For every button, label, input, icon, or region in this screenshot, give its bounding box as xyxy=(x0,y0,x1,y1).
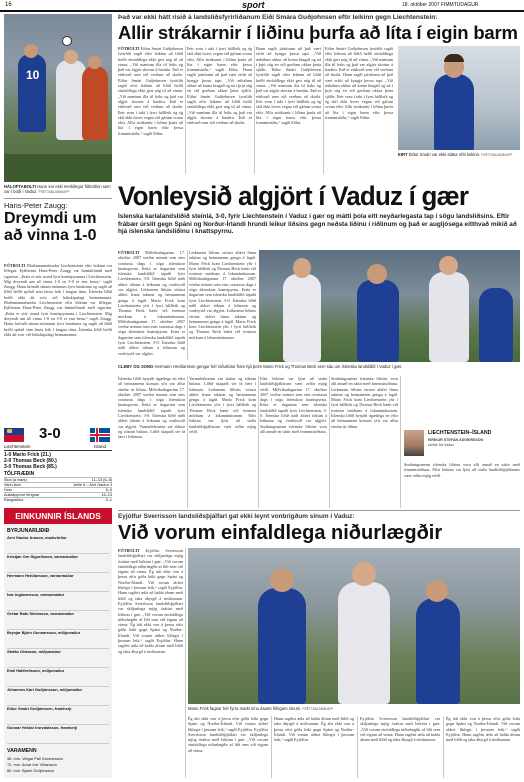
sidebar-body: FÓTBOLTI Blaðamannafundur Liechtenstein eftir leikinn var líflegur. Þjálfarinn Hans-Peter Zaugg var himinlifandi með sigurinn. „Þetta er stór stund fyrir knattspyrnuna í Liechtenstein. Mig dreymdi um að vinna 1-0 en 3-0 er enn betra,“ sagði Zaugg. Hann hrósaði sínum mönnum fyrir baráttuna og sagði að liðið hefði spilað sinn besta leik í langan tíma. Íslenska liðið hefði ekki átt svör við leikskipulagi heimamanna. Blaðamannafundur Liechtenstein eftir leikinn var líflegur. Þjálfarinn Hans-Peter Zaugg var himinlifandi með sigurinn. „Þetta er stór stund fyrir knattspyrnuna í Liechtenstein. Mig dreymdi um að vinna 1-0 en 3-0 er enn betra,“ sagði Zaugg. Hann hrósaði sínum mönnum fyrir baráttuna og sagði að liðið hefði spilað sinn besta leik í langan tíma. Íslenska liðið hefði ekki átt svör við leikskipulagi heimamanna. xyxy=(4,263,112,337)
stats-title: TÖLFRÆÐIN xyxy=(4,471,35,477)
main-lower-col1: Íslenska liðið byrjaði ágætlega en eftir að heimamenn komust yfir var allur vindur úr liðinu. Miðvikudagurinn 17. október 2007 verður minnst sem eins svartasta dags í sögu íslenskrar knattspyrnu. Þetta er dagurinn sem íslenska landsliðið tapaði fyrir Liechtenstein, 3-0. Íslenska liðið náði aldrei tökum á leiknum og vonleysið var algjört. Varnarleikurinn var slakur og sóknin bitlaus. Liðið skapaði sér fá færi í leiknum. xyxy=(118,376,185,440)
left-photo xyxy=(4,14,112,182)
player-figure xyxy=(82,66,108,140)
ball-icon xyxy=(62,36,72,46)
away-team-label: Ísland xyxy=(94,444,107,449)
bottom-col3: Hann sagðist ætla að halda áfram með liðið og taka ábyrgð á úrslitunum. Ég átti ekki von á þessu eftir góða leiki gegn Spáni og Norður-Írlandi. Við vorum aldrei líklegir í þessum leik,“ sagði Eyjólfur. xyxy=(274,716,354,743)
bottom-article-headline: Við vorum einfaldlega niðurlægðir xyxy=(118,522,443,544)
main-col2: Leikmenn liðsins virtust aldrei finna taktinn og heimamenn gengu á lagið. Mario Frick kom Liechtenstein yfir í fyrri hálfleik og Thomas Beck bætti við tveimur mörkum á lokamínútunum. Miðvikudagurinn 17. október 2007 verður minnst sem eins svartasta dags í sögu íslenskrar knattspyrnu. Þetta er dagurinn sem íslenska landsliðið tapaði fyrir Liechtenstein, 3-0. Íslenska liðið náði aldrei tökum á leiknum og vonleysið var algjört. Leikmenn liðsins virtust aldrei finna taktinn og heimamenn gengu á lagið. Mario Frick kom Liechtenstein yfir í fyrri hálfleik og Thomas Beck bætti við tveimur mörkum á lokamínútunum. xyxy=(189,250,256,340)
author-name: EIRÍKUR STEFÁN ÁSGEIRSSON xyxy=(428,438,484,442)
main-photo xyxy=(259,250,520,362)
liechtenstein-flag-icon xyxy=(4,428,24,442)
home-team-label: Liechtenstein xyxy=(4,444,31,449)
author-avatar xyxy=(404,430,424,456)
author-badge xyxy=(404,430,520,460)
player-figure xyxy=(283,274,321,362)
stats-row: Rangstöður 5–1 xyxy=(4,498,112,502)
rating-row: Gunnar Heiðar Þorvaldsson, framherji xyxy=(7,726,109,744)
bottom-col2: Ég átti ekki von á þessu eftir góða leiki gegn Spáni og Norður-Írlandi. Við vorum aldrei líklegir í þessum leik,“ sagði Eyjólfur. Eyjólfur Sverrisson landsliðsþjálfari var skiljanlega mjög ósáttur með leikinn í gær. „Við vorum einfaldlega niðurlægðir af liði sem við eigum að vinna. xyxy=(188,716,268,753)
player-figure xyxy=(270,568,294,592)
iceland-flag-icon xyxy=(90,428,110,442)
goal-line: 3-0 Thomas Beck (85.) xyxy=(4,464,57,470)
section-label: sport xyxy=(242,0,265,10)
top-right-photo-caption: EIRT Eiður Smári var ekki sáttur eftir leikinn. FRÉTTABLAÐIÐ/AFP xyxy=(398,152,513,157)
player-figure xyxy=(429,272,469,362)
scoreboard xyxy=(4,422,112,502)
jersey-number: 10 xyxy=(26,68,40,82)
bottom-col5: Ég átti ekki von á þessu eftir góða leiki gegn Spáni og Norður-Írlandi. Við vorum aldrei líklegir í þessum leik,“ sagði Eyjólfur. Hann sagðist ætla að halda áfram með liðið og taka ábyrgð á úrslitunum. xyxy=(446,716,520,743)
sub-row: 46. mín. Veigar Páll Gunnarsson xyxy=(7,756,64,761)
stats-row: Varin skot Jehle 6 – Árni Gautur 3 xyxy=(4,483,112,487)
rating-row: Kristján Örn Sigurðsson, varnarmaður xyxy=(7,555,109,573)
player-figure xyxy=(357,280,399,362)
bottom-photo xyxy=(188,548,520,704)
main-photo-caption: CLEBY OG SONG Hermann Hreiðarsson gengur hér niðurlútur fram hjá þeim Mario Frick og Thomas Beck sem sáu um íslenska landsliðið í Vaduz í gær. xyxy=(118,364,403,369)
top-article-col1: FÓTBOLTI Eiður Smári Guðjohnsen fyrirliði sagði eftir leikinn að liðið hefði einfaldlega ekki gert nóg til að vinna. „Við mættum illa til leiks og það var algjör skortur á baráttu. Það er eitthvað sem við verðum að skoða. Eiður Smári Guðjohnsen fyrirliði sagði eftir leikinn að liðið hefði einfaldlega ekki gert nóg til að vinna. „Við mættum illa til leiks og það var algjör skortur á baráttu. Það er eitthvað sem við verðum að skoða. Þeir voru í takt í fyrri hálfleik og ég skil ekki hvers vegna við gáfum svona eftir. Allir strákarnir í liðinu þurfa að líta í eigin barm eftir þessa frammistöðu,“ sagði Eiður. xyxy=(118,46,183,136)
ratings-box xyxy=(4,508,112,778)
top-article-deck: Það var ekki hátt risið á landsliðsfyrirliðanum Eiði Smára Guðjohnsen eftir leikinn gegn Liechtenstein: xyxy=(118,14,438,21)
player-figure xyxy=(64,50,78,64)
player-figure xyxy=(88,56,101,69)
player-figure xyxy=(24,44,38,58)
player-figure xyxy=(367,264,387,284)
main-lower-col2: Varnarleikurinn var slakur og sóknin bitlaus. Liðið skapaði sér fá færi í leiknum. Leikmenn liðsins virtust aldrei finna taktinn og heimamenn gengu á lagið. Mario Frick kom Liechtenstein yfir í fyrri hálfleik og Thomas Beck bætti við tveimur mörkum á lokamínútunum. Eftir leikinn var ljóst að staða landsliðsþjálfarans væri orðin mjög erfið. xyxy=(189,376,256,434)
ratings-subtitle: BYRJUNARLIÐIÐ xyxy=(7,528,50,534)
bottom-col1: FÓTBOLTI Eyjólfur Sverrisson landsliðsþjálfari var skiljanlega mjög ósáttur með leikinn í gær. „Við vorum einfaldlega niðurlægðir af liði sem við eigum að vinna. Ég átti ekki von á þessu eftir góða leiki gegn Spáni og Norður-Írlandi. Við vorum aldrei líklegir í þessum leik,“ sagði Eyjólfur. Hann sagðist ætla að halda áfram með liðið og taka ábyrgð á úrslitunum. Eyjólfur Sverrisson landsliðsþjálfari var skiljanlega mjög ósáttur með leikinn í gær. „Við vorum einfaldlega niðurlægðir af liði sem við eigum að vinna. Ég átti ekki von á þessu eftir góða leiki gegn Spáni og Norður-Írlandi. Við vorum aldrei líklegir í þessum leik,“ sagði Eyjólfur. Hann sagðist ætla að halda áfram með liðið og taka ábyrgð á úrslitunum. xyxy=(118,548,183,654)
top-article-col2: Þeir voru í takt í fyrri hálfleik og ég skil ekki hvers vegna við gáfum svona eftir. Allir strákarnir í liðinu þurfa að líta í eigin barm eftir þessa frammistöðu,“ sagði Eiður. Hann sagði jafnframt að það væri erfitt að kyngja þessu tapi. „Við ætluðum okkur að koma hingað og ná í þrjú stig en við gerðum okkur þetta sjálfir. Eiður Smári Guðjohnsen fyrirliði sagði eftir leikinn að liðið hefði einfaldlega ekki gert nóg til að vinna. „Við mættum illa til leiks og það var algjör skortur á baráttu. Það er eitthvað sem við verðum að skoða. xyxy=(187,46,252,126)
player-figure xyxy=(426,580,448,602)
ratings-title: EINKUNNIR ÍSLANDS xyxy=(4,508,112,524)
player-figure xyxy=(479,288,513,362)
rating-row: Brynjar Björn Gunnarsson, miðjumaður xyxy=(7,631,109,649)
rating-row: Jóhannes Karl Guðjónsson, miðjumaður xyxy=(7,688,109,706)
sub-row: 72. mín. Arnar Þór Viðarsson xyxy=(7,762,57,767)
player-figure xyxy=(439,256,458,275)
sidebar-author: Hans-Peter Zaugg: xyxy=(4,201,68,210)
bottom-photo-caption: Mario Frick fagnar hér fyrra marki sínu ásamt félögum sínum. FRÉTTABLAÐIÐ/AFP xyxy=(188,706,334,711)
goal-line: 1-0 Mario Frick (21.) xyxy=(4,452,51,458)
top-article-col4: Eiður Smári Guðjohnsen fyrirliði sagði eftir leikinn að liðið hefði einfaldlega ekki gert nóg til að vinna. „Við mættum illa til leiks og það var algjör skortur á baráttu. Það er eitthvað sem við verðum að skoða. Hann sagði jafnframt að það væri erfitt að kyngja þessu tapi. „Við ætluðum okkur að koma hingað og ná í þrjú stig en við gerðum okkur þetta sjálfir. Þeir voru í takt í fyrri hálfleik og ég skil ekki hvers vegna við gáfum svona eftir. Allir strákarnir í liðinu þurfa að líta í eigin barm eftir þessa frammistöðu,“ sagði Eiður. xyxy=(325,46,393,120)
player-figure xyxy=(258,588,306,704)
main-headline: Vonleysið algjört í Vaduz í gær xyxy=(118,181,469,211)
sub-row: 80. mín. Bjarni Guðjónsson xyxy=(7,768,54,773)
player-figure xyxy=(416,598,460,704)
rating-row: Grétar Rafn Steinsson, varnarmaður xyxy=(7,612,109,630)
main-lower-col5: Stuðningsmenn íslenska liðsins voru allt annað en sáttir með frammistöðuna. Eftir leikinn var ljóst að staða landsliðsþjálfarans væri orðin mjög erfið. xyxy=(404,462,520,478)
goal-line: 2-0 Thomas Beck (80.) xyxy=(4,458,57,464)
left-photo-caption: HÁLOFTABOLTI Hann var ekki merkilegur fótboltinn sem var í boði í Vaduz. FRÉTTABLAÐIÐ/AFP xyxy=(4,184,111,195)
bottom-article-deck: Eyjólfur Sverrisson landsliðsþjálfari gat ekki leynt vonbrigðum sínum í Vaduz: xyxy=(118,513,355,520)
author-role: skrifar frá Vaduz xyxy=(428,443,454,447)
main-lower-col4: Stuðningsmenn íslenska liðsins voru allt annað en sáttir með frammistöðuna. Leikmenn liðsins virtust aldrei finna taktinn og heimamenn gengu á lagið. Mario Frick kom Liechtenstein yfir í fyrri hálfleik og Thomas Beck bætti við tveimur mörkum á lokamínútunum. Íslenska liðið byrjaði ágætlega en eftir að heimamenn komust yfir var allur vindur úr liðinu. xyxy=(331,376,398,429)
sidebar-headline: Dreymdi um að vinna 1-0 xyxy=(4,210,97,244)
rating-row: Emil Hallfreðsson, miðjumaður xyxy=(7,669,109,687)
page-number: 16 xyxy=(5,2,12,8)
date-line: 18. október 2007 FIMMTUDAGUR xyxy=(402,2,479,8)
player-figure xyxy=(352,562,376,586)
author-badge-label: LIECHTENSTEIN–ÍSLAND xyxy=(428,430,492,436)
stats-row: Aukaspyrnur fengnar 14–13 xyxy=(4,493,112,497)
main-lower-col3: Eftir leikinn var ljóst að staða landsliðsþjálfarans væri orðin mjög erfið. Miðvikudagurinn 17. október 2007 verður minnst sem eins svartasta dags í sögu íslenskrar knattspyrnu. Þetta er dagurinn sem íslenska landsliðið tapaði fyrir Liechtenstein, 3-0. Íslenska liðið náði aldrei tökum á leiknum og vonleysið var algjört. Stuðningsmenn íslenska liðsins voru allt annað en sáttir með frammistöðuna. xyxy=(260,376,327,434)
main-standfirst: Íslenska karlalandsliðið steinlá, 3-0, fyrir Liechtenstein í Vaduz í gær og mátti þola eitt neyðarlegasta tap í sögu landsliðsins. Eftir frábær úrslit gegn Spáni og Norður-Írlandi hrundi leikur liðsins gegn neðsta liðinu í riðlinum og það er augljósega eitthvað mikið að hjá íslenska landsliðinu í knattspyrnu. xyxy=(118,213,517,236)
bottom-col4: Eyjólfur Sverrisson landsliðsþjálfari var skiljanlega mjög ósáttur með leikinn í gær. „Við vorum einfaldlega niðurlægðir af liði sem við eigum að vinna. Hann sagðist ætla að halda áfram með liðið og taka ábyrgð á úrslitunum. xyxy=(360,716,440,743)
player-figure xyxy=(293,258,311,278)
page-header xyxy=(0,0,524,12)
top-article-col3: Hann sagði jafnframt að það væri erfitt að kyngja þessu tapi. „Við ætluðum okkur að koma hingað og ná í þrjú stig en við gerðum okkur þetta sjálfir. Eiður Smári Guðjohnsen fyrirliði sagði eftir leikinn að liðið hefði einfaldlega ekki gert nóg til að vinna. „Við mættum illa til leiks og það var algjör skortur á baráttu. Það er eitthvað sem við verðum að skoða. Þeir voru í takt í fyrri hálfleik og ég skil ekki hvers vegna við gáfum svona eftir. Allir strákarnir í liðinu þurfa að líta í eigin barm eftir þessa frammistöðu,“ sagði Eiður. xyxy=(256,46,321,126)
player-figure xyxy=(18,54,46,132)
rating-row: Stefán Gíslason, miðjumaður xyxy=(7,650,109,668)
rating-row: Árni Gautur Arason, markvörður xyxy=(7,536,109,554)
player-figure xyxy=(434,74,474,150)
scoreboard-score: 3-0 xyxy=(39,425,61,442)
top-article-headline: Allir strákarnir í liðinu þurfa að líta í eigin barm xyxy=(118,22,518,43)
stats-row: Skot (á mark) 11–13 (6–6) xyxy=(4,478,112,482)
rating-row: Ívar Ingimarsson, varnarmaður xyxy=(7,593,109,611)
rating-row: Eiður Smári Guðjohnsen, framherji xyxy=(7,707,109,725)
subs-title: VARAMENN xyxy=(7,748,37,754)
main-col1: FÓTBOLTI Miðvikudagurinn 17. október 2007 verður minnst sem eins svartasta dags í sögu íslenskrar knattspyrnu. Þetta er dagurinn sem íslenska landsliðið tapaði fyrir Liechtenstein, 3-0. Íslenska liðið náði aldrei tökum á leiknum og vonleysið var algjört. Leikmenn liðsins virtust aldrei finna taktinn og heimamenn gengu á lagið. Mario Frick kom Liechtenstein yfir í fyrri hálfleik og Thomas Beck bætti við tveimur mörkum á lokamínútunum. Miðvikudagurinn 17. október 2007 verður minnst sem eins svartasta dags í sögu íslenskrar knattspyrnu. Þetta er dagurinn sem íslenska landsliðið tapaði fyrir Liechtenstein, 3-0. Íslenska liðið náði aldrei tökum á leiknum og vonleysið var algjört. xyxy=(118,250,185,356)
player-figure xyxy=(338,582,390,704)
stats-row: Horn 5–5 xyxy=(4,488,112,492)
top-right-photo xyxy=(398,46,520,150)
rating-row: Hermann Hreiðarsson, varnarmaður xyxy=(7,574,109,592)
